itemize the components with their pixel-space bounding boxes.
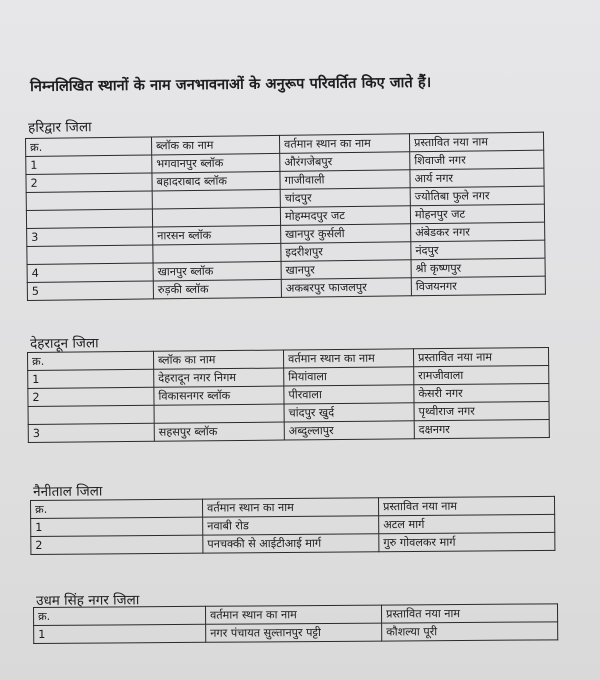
cell-serial: 5 (27, 281, 153, 301)
nainital-table (30, 496, 555, 555)
cell-proposed-name: केसरी नगर (414, 383, 549, 402)
cell-proposed-name: आर्य नगर (410, 168, 544, 188)
cell-serial: 2 (31, 535, 203, 554)
udhamsinghnagar-title: उधम सिंह नगर जिला (36, 592, 140, 609)
cell-proposed-name: पृथ्वीराज नगर (414, 401, 549, 420)
haridwar-table (25, 132, 546, 301)
cell-serial: 1 (26, 155, 152, 175)
header-cell-proposed-name: प्रस्तावित नया नाम (413, 347, 548, 366)
cell-block: देहरादून नगर निगम (154, 368, 284, 387)
header-cell-proposed-name: प्रस्तावित नया नाम (378, 496, 554, 515)
header-cell-current-place: वर्तमान स्थान का नाम (283, 349, 413, 368)
header-cell-serial: क्र. (28, 351, 154, 370)
cell-proposed-name: रामजीवाला (414, 365, 549, 384)
table-row (31, 532, 555, 554)
cell-current-place: नवाबी रोड (203, 516, 379, 535)
cell-current-place: खानपुर कुर्सली (281, 224, 411, 244)
nainital-title: नैनीताल जिला (33, 483, 103, 500)
cell-proposed-name: कौशल्या पूरी (382, 622, 558, 641)
cell-current-place: मोहम्मदपुर जट (280, 206, 410, 226)
cell-block: रुड़की ब्लॉक (153, 279, 281, 299)
cell-current-place: अकबरपुर फाजलपुर (281, 278, 411, 298)
cell-block: सहसपुर ब्लॉक (154, 422, 284, 441)
cell-block: विकासनगर ब्लॉक (154, 386, 284, 405)
header-cell-proposed-name: प्रस्तावित नया नाम (381, 604, 557, 623)
cell-serial: 3 (27, 227, 153, 247)
cell-serial: 1 (31, 517, 203, 536)
cell-serial: 1 (34, 624, 206, 643)
cell-current-place: गाजीवाली (280, 170, 410, 190)
header-cell-block: ब्लॉक का नाम (151, 135, 279, 155)
page-heading: निम्नलिखित स्थानों के नाम जनभावनाओं के अनुरूप परिवर्तित किए जाते हैं। (30, 74, 432, 95)
table-row (34, 622, 558, 644)
cell-proposed-name: ज्योतिबा फुले नगर (410, 186, 544, 206)
cell-current-place: औरंगजेबपुर (280, 152, 410, 172)
cell-serial (27, 245, 153, 265)
cell-current-place: इदरीशपुर (281, 242, 411, 262)
cell-current-place: पीरवाला (284, 385, 414, 404)
cell-proposed-name: विजयनगर (411, 276, 545, 296)
cell-proposed-name: दक्षनगर (414, 419, 549, 438)
cell-serial: 4 (27, 263, 153, 283)
cell-proposed-name: गुरु गोवलकर मार्ग (379, 532, 555, 551)
cell-block (152, 207, 280, 227)
table-row (28, 419, 549, 442)
cell-proposed-name: शिवाजी नगर (410, 150, 544, 170)
cell-block: खानपुर ब्लॉक (153, 261, 281, 281)
cell-current-place: चांदपुर खुर्द (284, 403, 414, 422)
udhamsinghnagar-table (33, 603, 558, 644)
haridwar-title: हरिद्वार जिला (28, 119, 92, 136)
dehradun-table (27, 347, 550, 443)
cell-block: नारसन ब्लॉक (153, 225, 281, 245)
dehradun-title: देहरादून जिला (30, 335, 99, 352)
cell-proposed-name: श्री कृष्णपुर (411, 258, 545, 278)
header-cell-current-place: वर्तमान स्थान का नाम (205, 605, 381, 624)
cell-serial: 2 (26, 173, 152, 193)
cell-serial (28, 405, 154, 424)
cell-current-place: मियांवाला (284, 367, 414, 386)
cell-proposed-name: मोहनपुर जट (410, 204, 544, 224)
cell-proposed-name: नंदपुर (411, 240, 545, 260)
header-cell-block: ब्लॉक का नाम (153, 350, 283, 369)
cell-block: बहादराबाद ब्लॉक (152, 171, 280, 191)
header-cell-serial: क्र. (31, 499, 203, 518)
cell-current-place: नगर पंचायत सुल्तानपुर पट्टी (206, 623, 382, 642)
cell-block (153, 243, 281, 263)
header-cell-current-place: वर्तमान स्थान का नाम (202, 498, 378, 517)
cell-block (152, 189, 280, 209)
cell-current-place: पनचक्की से आईटीआई मार्ग (203, 534, 379, 553)
header-cell-serial: क्र. (26, 137, 152, 157)
cell-proposed-name: अटल मार्ग (379, 514, 555, 533)
cell-block: भगवानपुर ब्लॉक (152, 153, 280, 173)
header-cell-proposed-name: प्रस्तावित नया नाम (409, 132, 543, 152)
header-cell-current-place: वर्तमान स्थान का नाम (279, 134, 409, 154)
cell-current-place: खानपुर (281, 260, 411, 280)
cell-proposed-name: अंबेडकर नगर (411, 222, 545, 242)
cell-block (154, 404, 284, 423)
cell-serial: 2 (28, 387, 154, 406)
cell-current-place: चांदपुर (280, 188, 410, 208)
cell-serial: 1 (28, 369, 154, 388)
cell-serial (26, 191, 152, 211)
cell-serial (26, 209, 152, 229)
cell-current-place: अब्दुल्लापुर (284, 421, 414, 440)
header-cell-serial: क्र. (34, 606, 206, 625)
cell-serial: 3 (28, 423, 154, 442)
